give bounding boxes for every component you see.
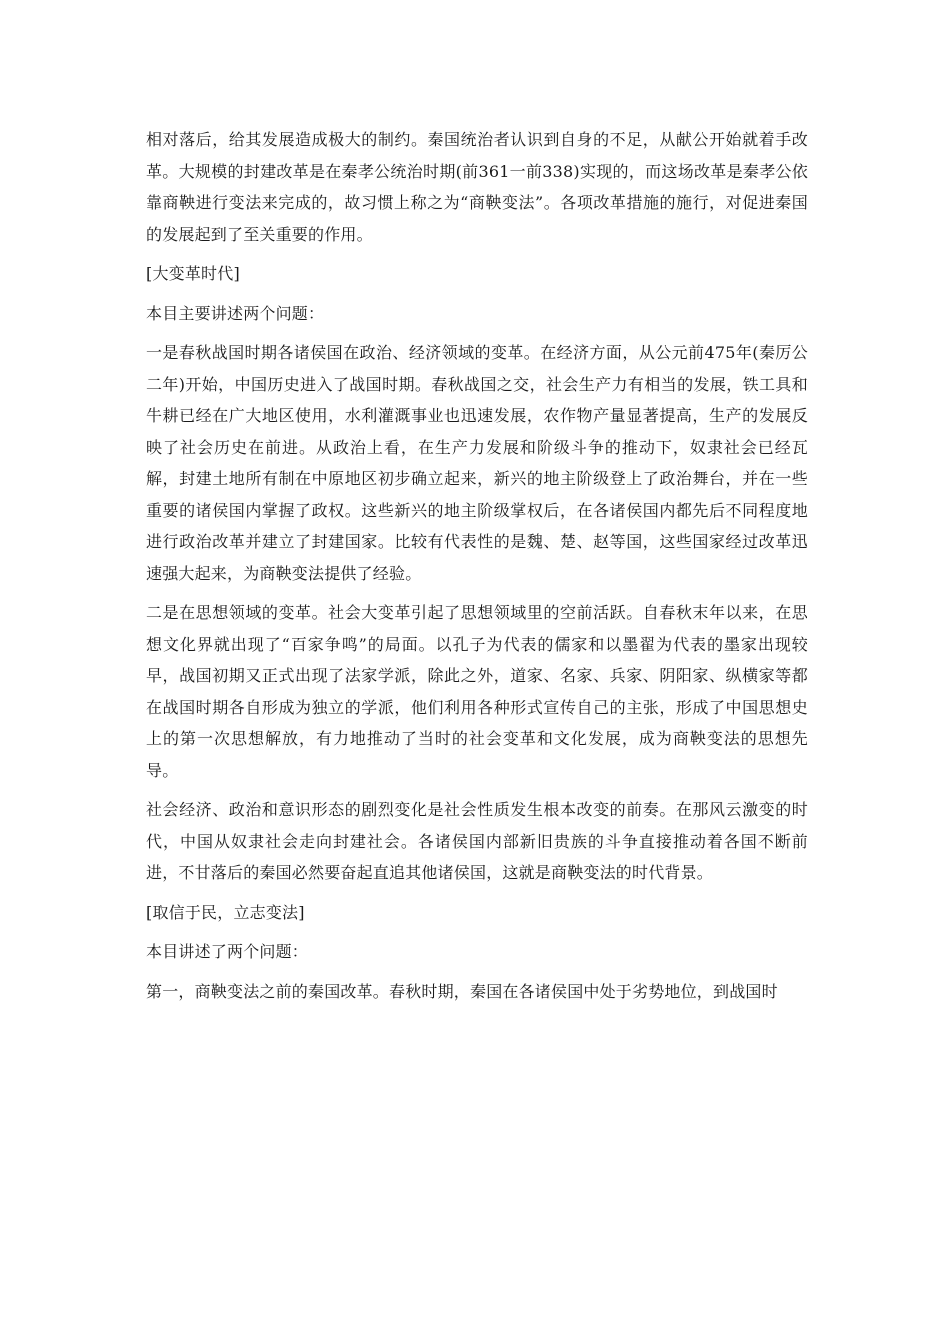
document-body	[146, 124, 808, 1007]
paragraph-ideological-reform: 二是在思想领域的变革。社会大变革引起了思想领域里的空前活跃。自春秋末年以来，在思想文化界就出现了“百家争鸣”的局面。以孔子为代表的儒家和以墨翟为代表的墨家出现较早，战国初期又正式出现了法家学派，除此之外，道家、名家、兵家、阴阳家、纵横家等都在战国时期各自形成为独立的学派，他们利用各种形式宣传自己的主张，形成了中国思想史上的第一次思想解放，有力地推动了当时的社会变革和文化发展，成为商鞅变法的思想先导。	[146, 603, 808, 780]
section-intro-two-issues: 本目主要讲述两个问题：	[146, 303, 325, 323]
paragraph-intro-continuation: 相对落后，给其发展造成极大的制约。秦国统治者认识到自身的不足，从献公开始就着手改革。大规模的封建改革是在秦孝公统治时期(前361一前338)实现的，而这场改革是秦孝公依靠商鞅进行变法来完成的，故习惯上称之为“商鞅变法”。各项改革措施的施行，对促进秦国的发展起到了至关重要的作用。	[146, 130, 808, 244]
section-intro-two-questions: 本目讲述了两个问题：	[146, 942, 309, 961]
paragraph-qin-reform-before-shang-yang: 第一，商鞅变法之前的秦国改革。春秋时期，秦国在各诸侯国中处于劣势地位，到战国时	[146, 981, 778, 1001]
section-heading-winning-trust: [取信于民，立志变法]	[146, 902, 305, 922]
paragraph-political-economic-reform: 一是春秋战国时期各诸侯国在政治、经济领域的变革。在经济方面，从公元前475年(秦厉公二年)开始，中国历史进入了战国时期。春秋战国之交，社会生产力有相当的发展，铁工具和牛耕已经在广大地区使用，水利灌溉事业也迅速发展，农作物产量显著提高，生产的发展反映了社会历史在前进。从政治上看，在生产力发展和阶级斗争的推动下，奴隶社会已经瓦解，封建土地所有制在中原地区初步确立起来，新兴的地主阶级登上了政治舞台，并在一些重要的诸侯国内掌握了政权。这些新兴的地主阶级掌权后，在各诸侯国内都先后不同程度地进行政治改革并建立了封建国家。比较有代表性的是魏、楚、赵等国，这些国家经过改革迅速强大起来，为商鞅变法提供了经验。	[146, 343, 808, 583]
section-heading-era-of-reform: [大变革时代]	[146, 264, 240, 283]
paragraph-social-transformation: 社会经济、政治和意识形态的剧烈变化是社会性质发生根本改变的前奏。在那风云激变的时代，中国从奴隶社会走向封建社会。各诸侯国内部新旧贵族的斗争直接推动着各国不断前进，不甘落后的秦国必然要奋起直追其他诸侯国，这就是商鞅变法的时代背景。	[146, 800, 808, 882]
